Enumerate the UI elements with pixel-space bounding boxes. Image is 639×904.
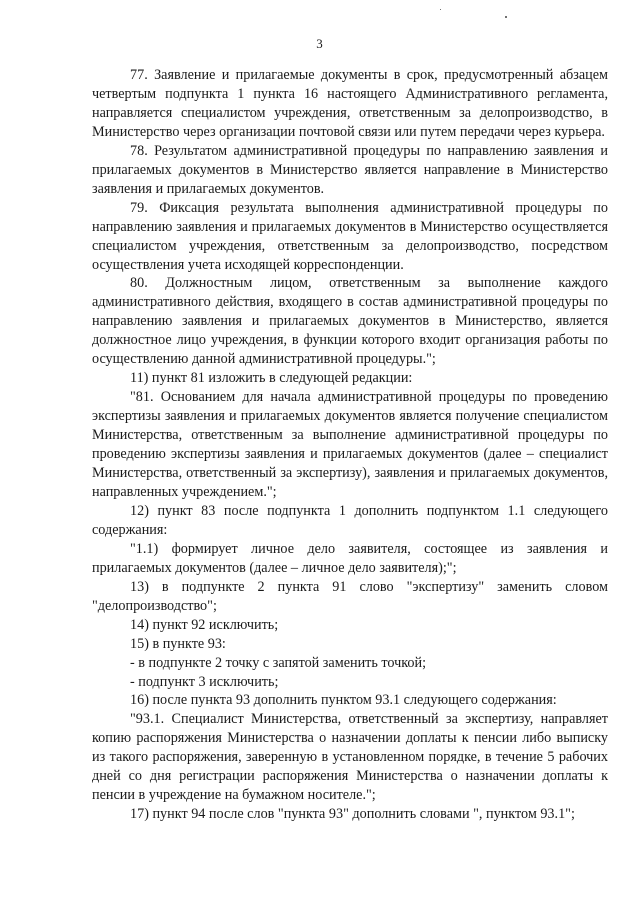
page-number: 3 — [316, 36, 323, 51]
amendment-16: 16) после пункта 93 дополнить пунктом 93.1 следующего содержания: — [130, 692, 557, 709]
amendment-11: 11) пункт 81 изложить в следующей редакции: — [130, 370, 413, 387]
document-body — [92, 66, 608, 824]
subparagraph-1-1: "1.1) формирует личное дело заявителя, состоящее из заявления и прилагаемых документов (далее – личное дело заявителя);"; — [92, 540, 608, 576]
amendment-17: 17) пункт 94 после слов "пункта 93" дополнить словами ", пунктом 93.1"; — [130, 806, 575, 823]
paragraph-79: 79. Фиксация результата выполнения административной процедуры по направлению заявления и прилагаемых документов в Министерство осуществляется специалистом учреждения, ответственным за делопроизводство, посредством осуществления учета исходящей корреспонденции. — [92, 199, 608, 273]
paragraph-77: 77. Заявление и прилагаемые документы в срок, предусмотренный абзацем четвертым подпункта 1 пункта 16 настоящего Административного регламента, направляется специалистом учреждения, ответственным за делопроизводство, в Министерство через организации почтовой связи или путем передачи через курьера. — [92, 67, 608, 140]
paragraph-78: 78. Результатом административной процедуры по направлению заявления и прилагаемых документов в Министерство является направление в Министерство заявления и прилагаемых документов. — [92, 142, 608, 197]
amendment-14: 14) пункт 92 исключить; — [130, 616, 279, 633]
amendment-13: 13) в подпункте 2 пункта 91 слово "экспертизу" заменить словом "делопроизводство"; — [92, 578, 608, 614]
amendment-15-item-1: - в подпункте 2 точку с запятой заменить точкой; — [130, 654, 427, 671]
amendment-15-item-2: - подпункт 3 исключить; — [130, 673, 279, 690]
amendment-12: 12) пункт 83 после подпункта 1 дополнить подпунктом 1.1 следующего содержания: — [92, 502, 608, 538]
amendment-15: 15) в пункте 93: — [130, 635, 226, 652]
paragraph-80: 80. Должностным лицом, ответственным за выполнение каждого административного действия, входящего в состав административной процедуры по направлению заявления и прилагаемых документов в Министерство, является должностное лицо учреждения, в функции которого входит организация работы по осуществлению данной административной процедуры."; — [92, 275, 608, 368]
scan-speck — [505, 16, 507, 18]
scan-speck — [440, 9, 441, 10]
paragraph-81: "81. Основанием для начала административной процедуры по проведению экспертизы заявления и прилагаемых документов является получение специалистом Министерства, ответственным за выполнение административной процедуры по проведению экспертизы заявления и прилагаемых документов (далее – специалист Министерства, ответственный за экспертизу), заявления и прилагаемых документов, направленных учреждением."; — [92, 389, 608, 500]
paragraph-93-1: "93.1. Специалист Министерства, ответственный за экспертизу, направляет копию распоряжения Министерства о назначении доплаты к пенсии либо выписку из такого распоряжения, заверенную в установленном порядке, в течение 5 рабочих дней со дня регистрации распоряжения Министерства о назначении доплаты к пенсии в учреждение на бумажном носителе."; — [92, 711, 608, 804]
